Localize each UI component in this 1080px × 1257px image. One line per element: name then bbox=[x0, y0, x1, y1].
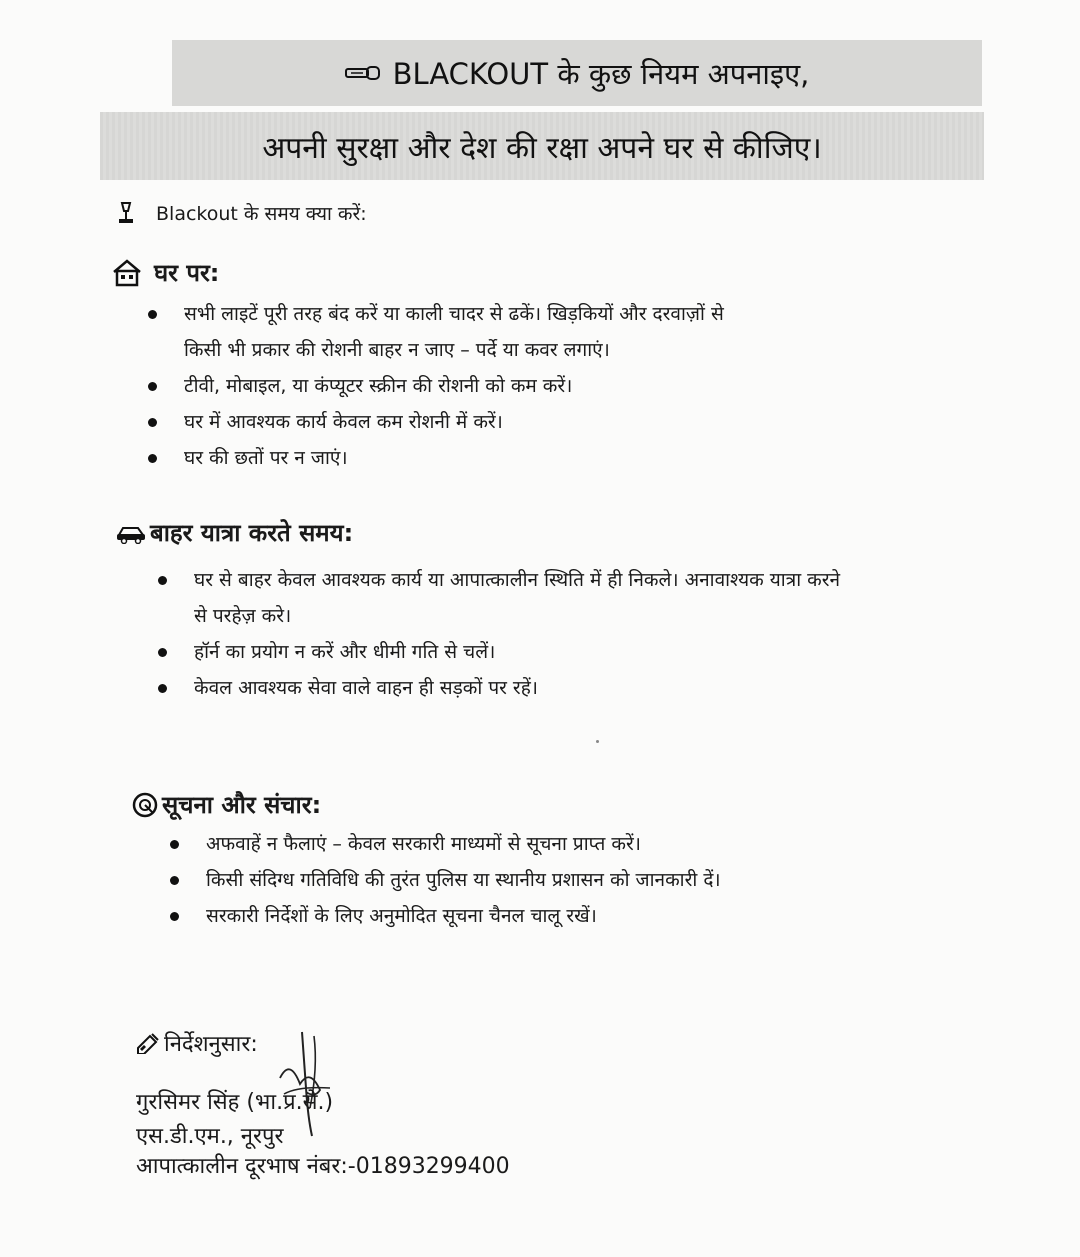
list-item-line: हॉर्न का प्रयोग न करें और धीमी गति से चलें। bbox=[194, 641, 496, 663]
section-title-travel: बाहर यात्रा करते समय: bbox=[150, 519, 354, 547]
bullet bbox=[158, 648, 167, 657]
list-item bbox=[158, 634, 840, 670]
list-item-line: किसी संदिग्ध गतिविधि की तुरंत पुलिस या स्थानीय प्रशासन को जानकारी दें। bbox=[206, 869, 721, 891]
signoff-phone: आपात्कालीन दूरभाष नंबर:-01893299400 bbox=[136, 1154, 510, 1179]
signoff-name: गुरसिमर सिंह (भा.प्र.से.) bbox=[136, 1090, 334, 1115]
bullet bbox=[170, 840, 179, 849]
bullet bbox=[158, 684, 167, 693]
bullet bbox=[148, 382, 157, 391]
bullet bbox=[158, 576, 167, 585]
list-item-line: टीवी, मोबाइल, या कंप्यूटर स्क्रीन की रोशनी को कम करें। bbox=[184, 375, 573, 397]
list-item-line: किसी भी प्रकार की रोशनी बाहर न जाए – पर्दे या कवर लगाएं। bbox=[184, 339, 610, 361]
list-item-line: सरकारी निर्देशों के लिए अनुमोदित सूचना चैनल चालू रखें। bbox=[206, 905, 597, 927]
bullet bbox=[148, 454, 157, 463]
signoff-by-order: निर्देशनुसार: bbox=[164, 1032, 258, 1057]
speck bbox=[596, 740, 599, 743]
section-title-home: घर पर: bbox=[154, 259, 220, 287]
list-item bbox=[148, 368, 724, 404]
list-item bbox=[170, 826, 721, 862]
list-item-line: अफवाहें न फैलाएं – केवल सरकारी माध्यमों से सूचना प्राप्त करें। bbox=[206, 833, 641, 855]
banner-line-2: अपनी सुरक्षा और देश की रक्षा अपने घर से कीजिए। bbox=[262, 130, 822, 166]
lamp-icon bbox=[116, 201, 136, 225]
list-travel bbox=[158, 562, 840, 706]
section-heading-travel bbox=[116, 516, 353, 549]
satellite-icon bbox=[132, 792, 158, 818]
bullet bbox=[170, 876, 179, 885]
list-item-line: से परहेज़ करे। bbox=[194, 605, 292, 627]
list-item bbox=[158, 562, 840, 634]
signoff-designation: एस.डी.एम., नूरपुर bbox=[136, 1124, 284, 1149]
bullet bbox=[148, 310, 157, 319]
list-item-line: सभी लाइटें पूरी तरह बंद करें या काली चादर से ढकें। खिड़कियों और दरवाज़ों से bbox=[184, 303, 724, 325]
list-item bbox=[148, 296, 724, 368]
intro-heading bbox=[116, 200, 367, 226]
section-heading-home bbox=[112, 256, 219, 289]
list-item-line: केवल आवश्यक सेवा वाले वाहन ही सड़कों पर रहें। bbox=[194, 677, 538, 699]
title-banner-secondary bbox=[100, 112, 984, 180]
bullet bbox=[148, 418, 157, 427]
list-item-line: घर की छतों पर न जाएं। bbox=[184, 447, 348, 469]
section-title-communication: सूचना और संचार: bbox=[162, 791, 322, 819]
banner-line-1: BLACKOUT के कुछ नियम अपनाइए, bbox=[392, 56, 810, 91]
list-communication bbox=[170, 826, 721, 934]
list-item bbox=[170, 862, 721, 898]
list-home bbox=[148, 296, 724, 476]
bullet bbox=[170, 912, 179, 921]
list-item bbox=[158, 670, 840, 706]
car-icon bbox=[116, 522, 146, 544]
pointing-hand-icon bbox=[345, 65, 381, 81]
list-item bbox=[148, 404, 724, 440]
list-item-line: घर में आवश्यक कार्य केवल कम रोशनी में करें। bbox=[184, 411, 503, 433]
list-item-line: घर से बाहर केवल आवश्यक कार्य या आपात्कालीन स्थिति में ही निकले। अनावाश्यक यात्रा करने bbox=[194, 569, 841, 591]
intro-label: Blackout के समय क्या करें: bbox=[156, 203, 367, 225]
list-item bbox=[148, 440, 724, 476]
section-heading-communication bbox=[132, 788, 321, 821]
house-icon bbox=[112, 259, 142, 287]
title-banner-primary bbox=[172, 40, 982, 106]
pen-icon bbox=[136, 1032, 160, 1054]
list-item bbox=[170, 898, 721, 934]
